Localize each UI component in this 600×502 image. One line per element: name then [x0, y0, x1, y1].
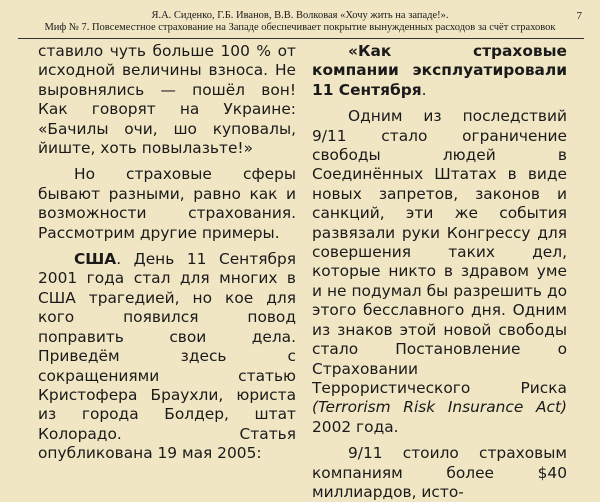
quote-title-end: . [421, 80, 427, 99]
paragraph-text: Одним из последствий 9/11 стало ограничение свободы людей в Соединённых Штатах в виде новых запретов, законов и санкций, эти же события развязали руки Конгрессу для совершения таких дел, которые никто в здравом уме и не подумал бы разрешить до этого бесславного дня. Одним из знаков этой новой свободы стало Постановление о Страховании Террористического Риска [312, 107, 567, 397]
header-subtitle: Миф № 7. Повсеместное страхование на Западе обеспечивает покрытие вынужденных расходов за счёт страховок [44, 22, 556, 33]
header-authors: Я.А. Сиденко, Г.Б. Иванов, В.В. Волковая «Хочу жить на западе!». [151, 10, 449, 21]
running-header [0, 10, 600, 34]
country-heading: США [74, 250, 117, 269]
paragraph-text: . День 11 Сентября 2001 года стал для многих в США трагедией, но кое для кого появился повод поправить свои дела. Приведём здесь с сокращениями статью Кристофера Браухли, юриста из города Болдер, штат Колорадо. Статья опубликована 19 мая 2005: [38, 250, 296, 463]
quote-title-text: «Как страховые компании эксплуатировали 11 Сентября [312, 42, 567, 99]
paragraph [312, 107, 567, 437]
paragraph: ставило чуть больше 100 % от исходной величины взноса. Не выровнялись — пошёл вон! Как говорят на Украине: «Бачилы очи, шо куповалы, йиште, хоть повылазьте!» [38, 42, 296, 158]
act-name: (Terrorism Risk Insurance Act) [312, 398, 567, 417]
left-column [38, 42, 296, 464]
header-rule [18, 38, 584, 39]
paragraph-text: 2002 года. [312, 417, 399, 436]
paragraph: 9/11 стоило страховым компаниям более $40 миллиардов, исто- [312, 444, 567, 501]
page-number: 7 [576, 10, 582, 22]
paragraph [38, 250, 296, 463]
paragraph: Но страховые сферы бывают разными, равно как и возможности страхования. Рассмотрим другие примеры. [38, 165, 296, 242]
quote-title [312, 42, 567, 100]
right-column [312, 42, 567, 502]
